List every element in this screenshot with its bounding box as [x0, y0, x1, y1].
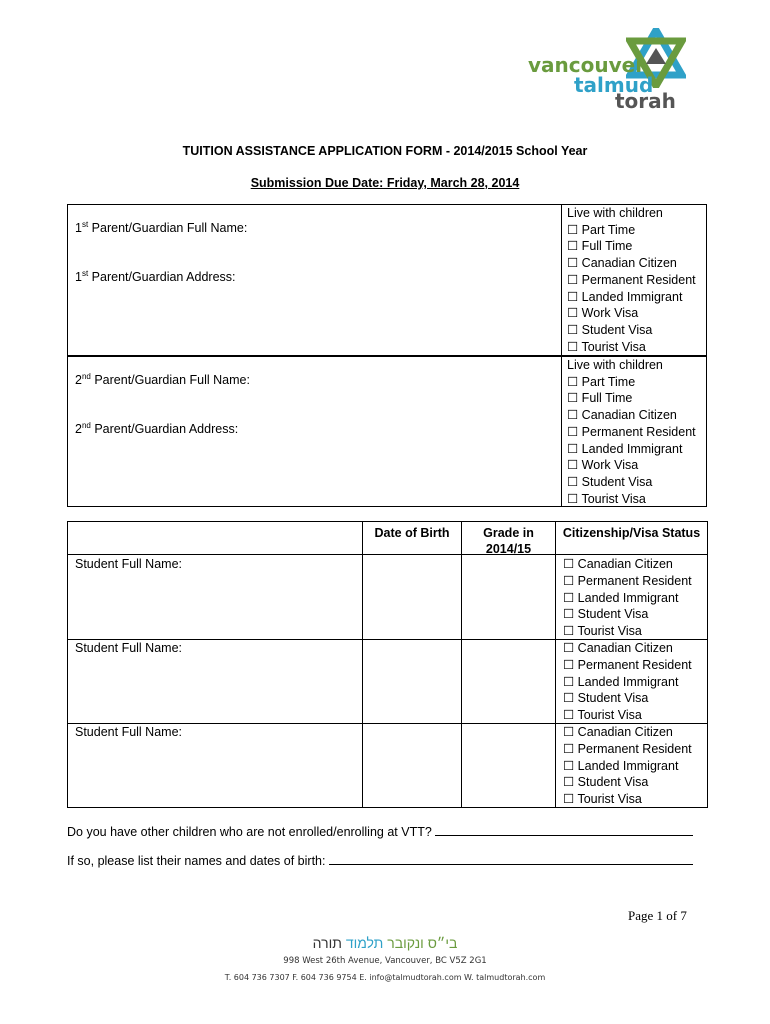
student2-status-options [563, 640, 692, 724]
form-title: TUITION ASSISTANCE APPLICATION FORM - 2014/2015 School Year [182, 144, 588, 158]
landed-immigrant-checkbox[interactable]: ☐ Landed Immigrant [563, 674, 679, 689]
submission-due-date: Submission Due Date: Friday, March 28, 2014 [250, 176, 520, 190]
student3-name-label: Student Full Name: [75, 725, 182, 739]
student-visa-checkbox[interactable]: ☐ Student Visa [563, 775, 649, 790]
parent1-status-options [567, 205, 696, 355]
permanent-resident-checkbox[interactable]: ☐ Permanent Resident [563, 741, 692, 756]
permanent-resident-checkbox[interactable]: ☐ Permanent Resident [567, 272, 696, 287]
student1-name-label: Student Full Name: [75, 557, 182, 571]
full-time-checkbox[interactable]: ☐ Full Time [567, 239, 633, 254]
part-time-checkbox[interactable]: ☐ Part Time [567, 222, 636, 237]
tourist-visa-checkbox[interactable]: ☐ Tourist Visa [567, 491, 646, 506]
parent2-address-label: 2nd Parent/Guardian Address: [75, 420, 239, 436]
parent1-address-label: 1st Parent/Guardian Address: [75, 268, 236, 284]
student-visa-checkbox[interactable]: ☐ Student Visa [563, 607, 649, 622]
work-visa-checkbox[interactable]: ☐ Work Visa [567, 306, 639, 321]
landed-immigrant-checkbox[interactable]: ☐ Landed Immigrant [563, 590, 679, 605]
canadian-citizen-checkbox[interactable]: ☐ Canadian Citizen [563, 641, 673, 655]
other-children-answer-line[interactable] [435, 824, 693, 836]
dob-header: Date of Birth [374, 526, 450, 540]
work-visa-checkbox[interactable]: ☐ Work Visa [567, 458, 639, 473]
permanent-resident-checkbox[interactable]: ☐ Permanent Resident [567, 424, 696, 439]
tourist-visa-checkbox[interactable]: ☐ Tourist Visa [563, 624, 642, 639]
student3-status-options [563, 724, 692, 808]
landed-immigrant-checkbox[interactable]: ☐ Landed Immigrant [567, 289, 683, 304]
student2-name-label: Student Full Name: [75, 641, 182, 655]
grade-header: Grade in 2014/15 [483, 526, 534, 556]
names-dob-answer-line[interactable] [329, 853, 693, 865]
student-visa-checkbox[interactable]: ☐ Student Visa [563, 691, 649, 706]
canadian-citizen-checkbox[interactable]: ☐ Canadian Citizen [563, 725, 673, 739]
student-visa-checkbox[interactable]: ☐ Student Visa [567, 474, 653, 489]
canadian-citizen-checkbox[interactable]: ☐ Canadian Citizen [563, 557, 673, 571]
tourist-visa-checkbox[interactable]: ☐ Tourist Visa [567, 339, 646, 354]
landed-immigrant-checkbox[interactable]: ☐ Landed Immigrant [563, 758, 679, 773]
landed-immigrant-checkbox[interactable]: ☐ Landed Immigrant [567, 441, 683, 456]
footer-address: 998 West 26th Avenue, Vancouver, BC V5Z 2G1 [283, 956, 487, 966]
full-time-checkbox[interactable]: ☐ Full Time [567, 391, 633, 406]
permanent-resident-checkbox[interactable]: ☐ Permanent Resident [563, 573, 692, 588]
students-table [67, 521, 708, 808]
citizenship-status-header: Citizenship/Visa Status [562, 526, 701, 540]
school-logo [528, 28, 676, 113]
canadian-citizen-checkbox[interactable]: ☐ Canadian Citizen [567, 256, 677, 271]
parent2-name-label: 2nd Parent/Guardian Full Name: [75, 371, 250, 387]
permanent-resident-checkbox[interactable]: ☐ Permanent Resident [563, 657, 692, 672]
footer-contact: T. 604 736 7307 F. 604 736 9754 E. info@talmudtorah.com W. talmudtorah.com [224, 973, 546, 982]
student-visa-checkbox[interactable]: ☐ Student Visa [567, 322, 653, 337]
parents-table [67, 204, 707, 507]
page-number: Page 1 of 7 [628, 908, 687, 923]
canadian-citizen-checkbox[interactable]: ☐ Canadian Citizen [567, 408, 677, 423]
part-time-checkbox[interactable]: ☐ Part Time [567, 374, 636, 389]
student1-status-options [563, 556, 692, 640]
parent1-name-label: 1st Parent/Guardian Full Name: [75, 219, 248, 235]
live-with-children-label: Live with children [567, 206, 663, 220]
logo-word-torah: torah [615, 89, 676, 113]
tourist-visa-checkbox[interactable]: ☐ Tourist Visa [563, 792, 642, 807]
live-with-children-label: Live with children [567, 358, 663, 372]
footer-hebrew-name: בי״ס ונקובר תלמוד תורה [312, 935, 458, 951]
logo-word-vancouver: vancouver [528, 53, 646, 77]
parent2-status-options [567, 357, 696, 507]
other-children-question: Do you have other children who are not enrolled/enrolling at VTT? [67, 824, 693, 839]
logo-word-talmud: talmud [574, 73, 654, 97]
names-dob-question: If so, please list their names and dates of birth: [67, 853, 693, 868]
tourist-visa-checkbox[interactable]: ☐ Tourist Visa [563, 708, 642, 723]
